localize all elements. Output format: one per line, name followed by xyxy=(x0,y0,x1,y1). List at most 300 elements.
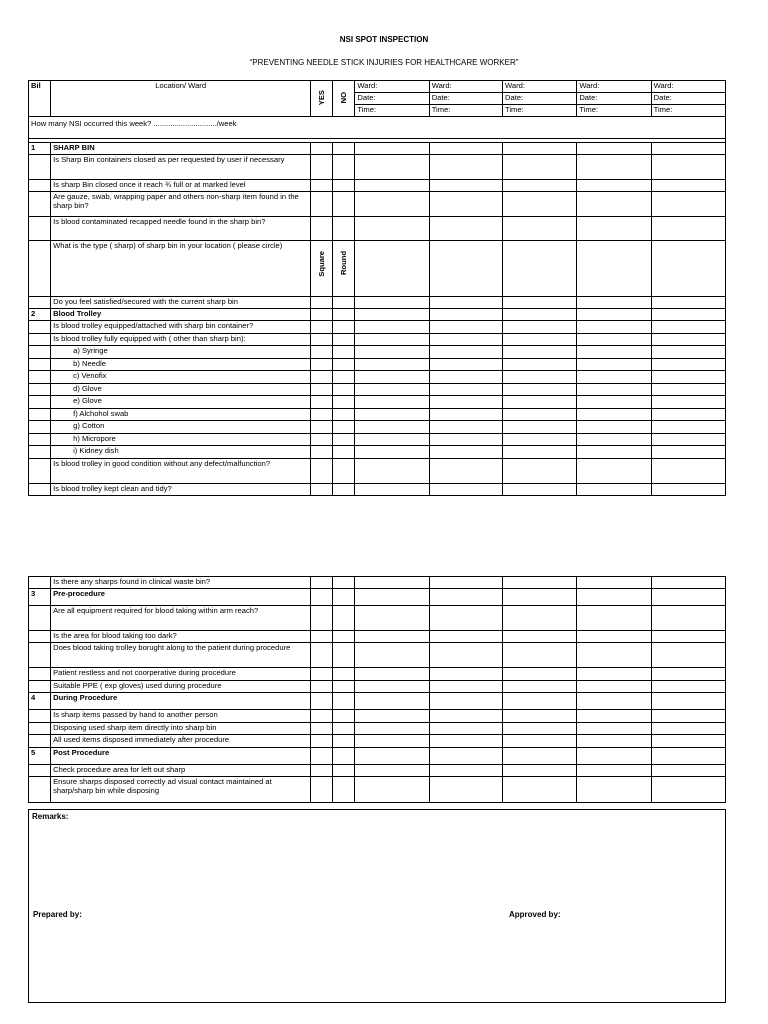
yes-cell[interactable] xyxy=(311,217,333,241)
ward-answer-cell[interactable] xyxy=(651,434,725,446)
no-cell[interactable] xyxy=(333,421,355,434)
ward-answer-cell[interactable] xyxy=(503,359,577,371)
ward-answer-cell[interactable] xyxy=(503,631,577,643)
ward-answer-cell[interactable] xyxy=(577,359,651,371)
ward-answer-cell[interactable] xyxy=(503,643,577,668)
date-cell[interactable]: Date: xyxy=(429,93,502,105)
ward-cell[interactable]: Ward: xyxy=(651,81,725,93)
yes-cell[interactable] xyxy=(311,421,333,434)
ward-answer-cell[interactable] xyxy=(651,748,725,765)
ward-answer-cell[interactable] xyxy=(429,297,502,309)
ward-answer-cell[interactable] xyxy=(577,217,651,241)
no-cell[interactable] xyxy=(333,359,355,371)
yes-cell[interactable] xyxy=(311,693,333,710)
yes-cell[interactable] xyxy=(311,321,333,334)
no-cell[interactable] xyxy=(333,384,355,396)
nsi-count-question[interactable]: How many NSI occurred this week? ............................../week xyxy=(29,117,726,139)
ward-answer-cell[interactable] xyxy=(355,723,429,735)
ward-answer-cell[interactable] xyxy=(503,777,577,803)
time-cell[interactable]: Time: xyxy=(651,105,725,117)
page-title: NSI SPOT INSPECTION xyxy=(339,35,429,44)
bil-cell xyxy=(29,459,51,484)
no-cell[interactable] xyxy=(333,346,355,359)
ward-answer-cell[interactable] xyxy=(503,396,577,409)
question-row xyxy=(29,577,726,589)
ward-answer-cell[interactable] xyxy=(577,384,651,396)
bil-cell xyxy=(29,765,51,777)
yes-cell[interactable] xyxy=(311,143,333,155)
ward-answer-cell[interactable] xyxy=(429,668,502,681)
ward-answer-cell[interactable] xyxy=(577,459,651,484)
question-row xyxy=(29,192,726,217)
ward-answer-cell[interactable] xyxy=(651,334,725,346)
yes-cell[interactable] xyxy=(311,459,333,484)
ward-answer-cell[interactable] xyxy=(503,723,577,735)
no-cell[interactable] xyxy=(333,631,355,643)
ward-answer-cell[interactable] xyxy=(503,346,577,359)
bil-header: Bil xyxy=(29,81,51,117)
bil-cell xyxy=(29,434,51,446)
ward-answer-cell[interactable] xyxy=(651,735,725,748)
no-cell[interactable] xyxy=(333,606,355,631)
no-cell[interactable] xyxy=(333,459,355,484)
ward-answer-cell[interactable] xyxy=(577,321,651,334)
ward-answer-cell[interactable] xyxy=(577,241,651,297)
question-row xyxy=(29,710,726,723)
ward-answer-cell[interactable] xyxy=(651,241,725,297)
ward-answer-cell[interactable] xyxy=(503,681,577,693)
ward-answer-cell[interactable] xyxy=(577,577,651,589)
ward-answer-cell[interactable] xyxy=(651,359,725,371)
ward-answer-cell[interactable] xyxy=(503,577,577,589)
ward-answer-cell[interactable] xyxy=(651,321,725,334)
ward-answer-cell[interactable] xyxy=(429,777,502,803)
ward-answer-cell[interactable] xyxy=(577,710,651,723)
yes-cell[interactable] xyxy=(311,434,333,446)
page-subtitle: “PREVENTING NEEDLE STICK INJURIES FOR HEALTHCARE WORKER” xyxy=(249,58,519,67)
ward-answer-cell[interactable] xyxy=(651,765,725,777)
ward-answer-cell[interactable] xyxy=(355,359,429,371)
question-text: Does blood taking trolley borught along to the patient during procedure xyxy=(51,643,311,668)
ward-answer-cell[interactable] xyxy=(429,346,502,359)
ward-answer-cell[interactable] xyxy=(577,777,651,803)
ward-answer-cell[interactable] xyxy=(577,346,651,359)
ward-answer-cell[interactable] xyxy=(577,723,651,735)
ward-answer-cell[interactable] xyxy=(429,459,502,484)
ward-answer-cell[interactable] xyxy=(429,217,502,241)
ward-answer-cell[interactable] xyxy=(355,409,429,421)
question-row xyxy=(29,346,726,359)
date-cell[interactable]: Date: xyxy=(651,93,725,105)
no-cell[interactable] xyxy=(333,668,355,681)
yes-cell[interactable] xyxy=(311,396,333,409)
yes-cell[interactable] xyxy=(311,309,333,321)
date-cell[interactable]: Date: xyxy=(577,93,651,105)
yes-cell[interactable] xyxy=(311,409,333,421)
section-title: SHARP BIN xyxy=(51,143,311,155)
yes-cell[interactable] xyxy=(311,723,333,735)
yes-cell[interactable] xyxy=(311,155,333,180)
ward-answer-cell[interactable] xyxy=(503,309,577,321)
ward-answer-cell[interactable] xyxy=(355,346,429,359)
no-cell[interactable] xyxy=(333,484,355,496)
ward-answer-cell[interactable] xyxy=(651,577,725,589)
ward-answer-cell[interactable] xyxy=(355,459,429,484)
no-cell[interactable] xyxy=(333,681,355,693)
yes-cell[interactable] xyxy=(311,446,333,459)
yes-cell[interactable] xyxy=(311,710,333,723)
bil-cell xyxy=(29,577,51,589)
ward-answer-cell[interactable] xyxy=(429,484,502,496)
ward-answer-cell[interactable] xyxy=(429,710,502,723)
ward-answer-cell[interactable] xyxy=(503,217,577,241)
ward-answer-cell[interactable] xyxy=(577,765,651,777)
section-row xyxy=(29,143,726,155)
yes-cell[interactable] xyxy=(311,297,333,309)
ward-answer-cell[interactable] xyxy=(577,409,651,421)
ward-answer-cell[interactable] xyxy=(651,297,725,309)
ward-answer-cell[interactable] xyxy=(355,589,429,606)
time-cell[interactable]: Time: xyxy=(577,105,651,117)
no-cell[interactable] xyxy=(333,748,355,765)
ward-answer-cell[interactable] xyxy=(503,668,577,681)
ward-answer-cell[interactable] xyxy=(503,192,577,217)
section-title: Blood Trolley xyxy=(51,309,311,321)
question-row xyxy=(29,384,726,396)
yes-cell[interactable] xyxy=(311,748,333,765)
ward-answer-cell[interactable] xyxy=(577,668,651,681)
ward-answer-cell[interactable] xyxy=(429,309,502,321)
no-cell[interactable] xyxy=(333,710,355,723)
question-row xyxy=(29,434,726,446)
ward-answer-cell[interactable] xyxy=(651,484,725,496)
no-cell[interactable] xyxy=(333,217,355,241)
bil-cell xyxy=(29,710,51,723)
yes-cell[interactable] xyxy=(311,577,333,589)
ward-answer-cell[interactable] xyxy=(355,321,429,334)
ward-answer-cell[interactable] xyxy=(355,765,429,777)
date-cell[interactable]: Date: xyxy=(355,93,429,105)
no-cell[interactable] xyxy=(333,297,355,309)
ward-answer-cell[interactable] xyxy=(355,371,429,384)
ward-answer-cell[interactable] xyxy=(651,309,725,321)
ward-answer-cell[interactable] xyxy=(651,459,725,484)
ward-answer-cell[interactable] xyxy=(429,446,502,459)
no-cell[interactable] xyxy=(333,143,355,155)
ward-answer-cell[interactable] xyxy=(503,334,577,346)
yes-cell[interactable] xyxy=(311,484,333,496)
remarks-box[interactable] xyxy=(28,809,726,1003)
question-text: Is blood trolley kept clean and tidy? xyxy=(51,484,311,496)
ward-answer-cell[interactable] xyxy=(503,735,577,748)
no-cell[interactable] xyxy=(333,371,355,384)
yes-cell[interactable] xyxy=(311,735,333,748)
ward-answer-cell[interactable] xyxy=(355,606,429,631)
ward-answer-cell[interactable] xyxy=(577,396,651,409)
ward-answer-cell[interactable] xyxy=(355,334,429,346)
ward-cell[interactable]: Ward: xyxy=(577,81,651,93)
no-cell[interactable] xyxy=(333,446,355,459)
ward-cell[interactable]: Ward: xyxy=(429,81,502,93)
yes-cell[interactable] xyxy=(311,371,333,384)
ward-answer-cell[interactable] xyxy=(577,309,651,321)
ward-answer-cell[interactable] xyxy=(429,241,502,297)
ward-answer-cell[interactable] xyxy=(355,384,429,396)
ward-answer-cell[interactable] xyxy=(355,681,429,693)
ward-answer-cell[interactable] xyxy=(577,606,651,631)
bil-cell xyxy=(29,735,51,748)
ward-answer-cell[interactable] xyxy=(355,668,429,681)
ward-answer-cell[interactable] xyxy=(577,421,651,434)
ward-answer-cell[interactable] xyxy=(577,192,651,217)
ward-answer-cell[interactable] xyxy=(651,589,725,606)
ward-answer-cell[interactable] xyxy=(651,217,725,241)
question-row xyxy=(29,446,726,459)
ward-answer-cell[interactable] xyxy=(355,735,429,748)
ward-answer-cell[interactable] xyxy=(503,321,577,334)
time-cell[interactable]: Time: xyxy=(503,105,577,117)
ward-answer-cell[interactable] xyxy=(651,681,725,693)
ward-answer-cell[interactable] xyxy=(651,710,725,723)
ward-answer-cell[interactable] xyxy=(577,681,651,693)
ward-answer-cell[interactable] xyxy=(651,192,725,217)
ward-answer-cell[interactable] xyxy=(429,748,502,765)
ward-answer-cell[interactable] xyxy=(503,589,577,606)
ward-answer-cell[interactable] xyxy=(503,297,577,309)
ward-answer-cell[interactable] xyxy=(651,346,725,359)
ward-answer-cell[interactable] xyxy=(429,606,502,631)
ward-answer-cell[interactable] xyxy=(429,693,502,710)
ward-answer-cell[interactable] xyxy=(503,748,577,765)
ward-answer-cell[interactable] xyxy=(651,446,725,459)
ward-answer-cell[interactable] xyxy=(503,484,577,496)
ward-answer-cell[interactable] xyxy=(355,577,429,589)
ward-answer-cell[interactable] xyxy=(651,143,725,155)
ward-answer-cell[interactable] xyxy=(503,155,577,180)
ward-answer-cell[interactable] xyxy=(651,421,725,434)
ward-answer-cell[interactable] xyxy=(429,723,502,735)
question-text: Is the area for blood taking too dark? xyxy=(51,631,311,643)
ward-answer-cell[interactable] xyxy=(355,396,429,409)
ward-answer-cell[interactable] xyxy=(503,143,577,155)
question-row xyxy=(29,631,726,643)
ward-answer-cell[interactable] xyxy=(577,180,651,192)
ward-answer-cell[interactable] xyxy=(355,180,429,192)
yes-cell[interactable] xyxy=(311,777,333,803)
ward-answer-cell[interactable] xyxy=(651,777,725,803)
ward-answer-cell[interactable] xyxy=(355,643,429,668)
ward-answer-cell[interactable] xyxy=(577,297,651,309)
yes-cell[interactable] xyxy=(311,192,333,217)
yes-cell[interactable] xyxy=(311,180,333,192)
ward-answer-cell[interactable] xyxy=(577,735,651,748)
ward-answer-cell[interactable] xyxy=(651,396,725,409)
ward-answer-cell[interactable] xyxy=(651,643,725,668)
ward-cell[interactable]: Ward: xyxy=(355,81,429,93)
no-cell[interactable] xyxy=(333,434,355,446)
ward-answer-cell[interactable] xyxy=(429,589,502,606)
question-row xyxy=(29,217,726,241)
question-text: h) Micropore xyxy=(51,434,311,446)
ward-answer-cell[interactable] xyxy=(429,735,502,748)
no-cell[interactable] xyxy=(333,693,355,710)
date-cell[interactable]: Date: xyxy=(503,93,577,105)
yes-cell[interactable] xyxy=(311,643,333,668)
no-cell[interactable] xyxy=(333,589,355,606)
time-cell[interactable]: Time: xyxy=(355,105,429,117)
ward-answer-cell[interactable] xyxy=(651,180,725,192)
bil-cell xyxy=(29,371,51,384)
ward-answer-cell[interactable] xyxy=(355,446,429,459)
ward-answer-cell[interactable] xyxy=(651,631,725,643)
no-cell[interactable] xyxy=(333,396,355,409)
ward-answer-cell[interactable] xyxy=(355,710,429,723)
ward-answer-cell[interactable] xyxy=(651,384,725,396)
no-cell[interactable] xyxy=(333,321,355,334)
ward-answer-cell[interactable] xyxy=(503,384,577,396)
ward-answer-cell[interactable] xyxy=(651,409,725,421)
ward-answer-cell[interactable] xyxy=(651,723,725,735)
no-cell[interactable] xyxy=(333,155,355,180)
ward-answer-cell[interactable] xyxy=(429,192,502,217)
ward-answer-cell[interactable] xyxy=(651,668,725,681)
ward-answer-cell[interactable] xyxy=(355,484,429,496)
ward-answer-cell[interactable] xyxy=(577,484,651,496)
round-option[interactable]: Round xyxy=(333,241,355,297)
ward-answer-cell[interactable] xyxy=(355,192,429,217)
ward-answer-cell[interactable] xyxy=(355,434,429,446)
ward-answer-cell[interactable] xyxy=(429,143,502,155)
question-row xyxy=(29,297,726,309)
ward-answer-cell[interactable] xyxy=(577,589,651,606)
ward-answer-cell[interactable] xyxy=(429,577,502,589)
no-cell[interactable] xyxy=(333,765,355,777)
no-cell[interactable] xyxy=(333,735,355,748)
yes-cell[interactable] xyxy=(311,681,333,693)
ward-answer-cell[interactable] xyxy=(577,446,651,459)
ward-answer-cell[interactable] xyxy=(429,321,502,334)
bil-cell xyxy=(29,359,51,371)
ward-answer-cell[interactable] xyxy=(355,217,429,241)
ward-answer-cell[interactable] xyxy=(503,710,577,723)
ward-answer-cell[interactable] xyxy=(355,777,429,803)
yes-cell[interactable] xyxy=(311,765,333,777)
no-cell[interactable] xyxy=(333,577,355,589)
ward-answer-cell[interactable] xyxy=(429,384,502,396)
ward-answer-cell[interactable] xyxy=(429,334,502,346)
yes-cell[interactable] xyxy=(311,668,333,681)
ward-answer-cell[interactable] xyxy=(429,155,502,180)
question-row xyxy=(29,371,726,384)
no-cell[interactable] xyxy=(333,409,355,421)
bil-cell: 2 xyxy=(29,309,51,321)
time-cell[interactable]: Time: xyxy=(429,105,502,117)
ward-answer-cell[interactable] xyxy=(577,693,651,710)
question-text: Are all equipment required for blood taking within arm reach? xyxy=(51,606,311,631)
yes-cell[interactable] xyxy=(311,589,333,606)
ward-answer-cell[interactable] xyxy=(429,765,502,777)
ward-answer-cell[interactable] xyxy=(355,309,429,321)
ward-answer-cell[interactable] xyxy=(651,155,725,180)
square-option[interactable]: Square xyxy=(311,241,333,297)
no-cell[interactable] xyxy=(333,334,355,346)
sharp-bin-type-question: What is the type ( sharp) of sharp bin in your location ( please circle) xyxy=(51,241,311,297)
yes-cell[interactable] xyxy=(311,346,333,359)
ward-answer-cell[interactable] xyxy=(429,434,502,446)
ward-answer-cell[interactable] xyxy=(503,606,577,631)
ward-answer-cell[interactable] xyxy=(429,359,502,371)
ward-answer-cell[interactable] xyxy=(355,155,429,180)
ward-answer-cell[interactable] xyxy=(355,297,429,309)
ward-answer-cell[interactable] xyxy=(429,180,502,192)
no-cell[interactable] xyxy=(333,192,355,217)
ward-answer-cell[interactable] xyxy=(429,396,502,409)
ward-answer-cell[interactable] xyxy=(503,241,577,297)
question-text: Patient restless and not coorperative during procedure xyxy=(51,668,311,681)
no-cell[interactable] xyxy=(333,777,355,803)
ward-answer-cell[interactable] xyxy=(429,409,502,421)
ward-answer-cell[interactable] xyxy=(651,606,725,631)
yes-cell[interactable] xyxy=(311,334,333,346)
ward-answer-cell[interactable] xyxy=(503,409,577,421)
ward-answer-cell[interactable] xyxy=(577,371,651,384)
ward-answer-cell[interactable] xyxy=(503,446,577,459)
yes-cell[interactable] xyxy=(311,606,333,631)
no-cell[interactable] xyxy=(333,723,355,735)
ward-answer-cell[interactable] xyxy=(503,693,577,710)
ward-answer-cell[interactable] xyxy=(355,748,429,765)
ward-answer-cell[interactable] xyxy=(651,371,725,384)
remarks-label: Remarks: xyxy=(32,812,69,821)
yes-cell[interactable] xyxy=(311,359,333,371)
ward-answer-cell[interactable] xyxy=(577,143,651,155)
no-cell[interactable] xyxy=(333,180,355,192)
question-text: Is blood trolley in good condition without any defect/malfunction? xyxy=(51,459,311,484)
ward-answer-cell[interactable] xyxy=(577,748,651,765)
ward-answer-cell[interactable] xyxy=(355,631,429,643)
ward-answer-cell[interactable] xyxy=(429,631,502,643)
yes-cell[interactable] xyxy=(311,631,333,643)
ward-answer-cell[interactable] xyxy=(503,434,577,446)
yes-cell[interactable] xyxy=(311,384,333,396)
ward-answer-cell[interactable] xyxy=(355,143,429,155)
ward-answer-cell[interactable] xyxy=(503,459,577,484)
bil-cell xyxy=(29,631,51,643)
ward-answer-cell[interactable] xyxy=(503,765,577,777)
section-row xyxy=(29,693,726,710)
ward-answer-cell[interactable] xyxy=(429,681,502,693)
ward-answer-cell[interactable] xyxy=(577,631,651,643)
no-cell[interactable] xyxy=(333,643,355,668)
ward-answer-cell[interactable] xyxy=(503,180,577,192)
ward-answer-cell[interactable] xyxy=(577,643,651,668)
no-cell[interactable] xyxy=(333,309,355,321)
ward-answer-cell[interactable] xyxy=(503,371,577,384)
ward-answer-cell[interactable] xyxy=(651,693,725,710)
ward-answer-cell[interactable] xyxy=(429,371,502,384)
ward-answer-cell[interactable] xyxy=(355,693,429,710)
bil-cell xyxy=(29,321,51,334)
ward-answer-cell[interactable] xyxy=(577,155,651,180)
ward-answer-cell[interactable] xyxy=(577,434,651,446)
ward-answer-cell[interactable] xyxy=(503,421,577,434)
ward-answer-cell[interactable] xyxy=(429,643,502,668)
ward-answer-cell[interactable] xyxy=(577,334,651,346)
ward-answer-cell[interactable] xyxy=(429,421,502,434)
ward-answer-cell[interactable] xyxy=(355,241,429,297)
ward-cell[interactable]: Ward: xyxy=(503,81,577,93)
ward-answer-cell[interactable] xyxy=(355,421,429,434)
